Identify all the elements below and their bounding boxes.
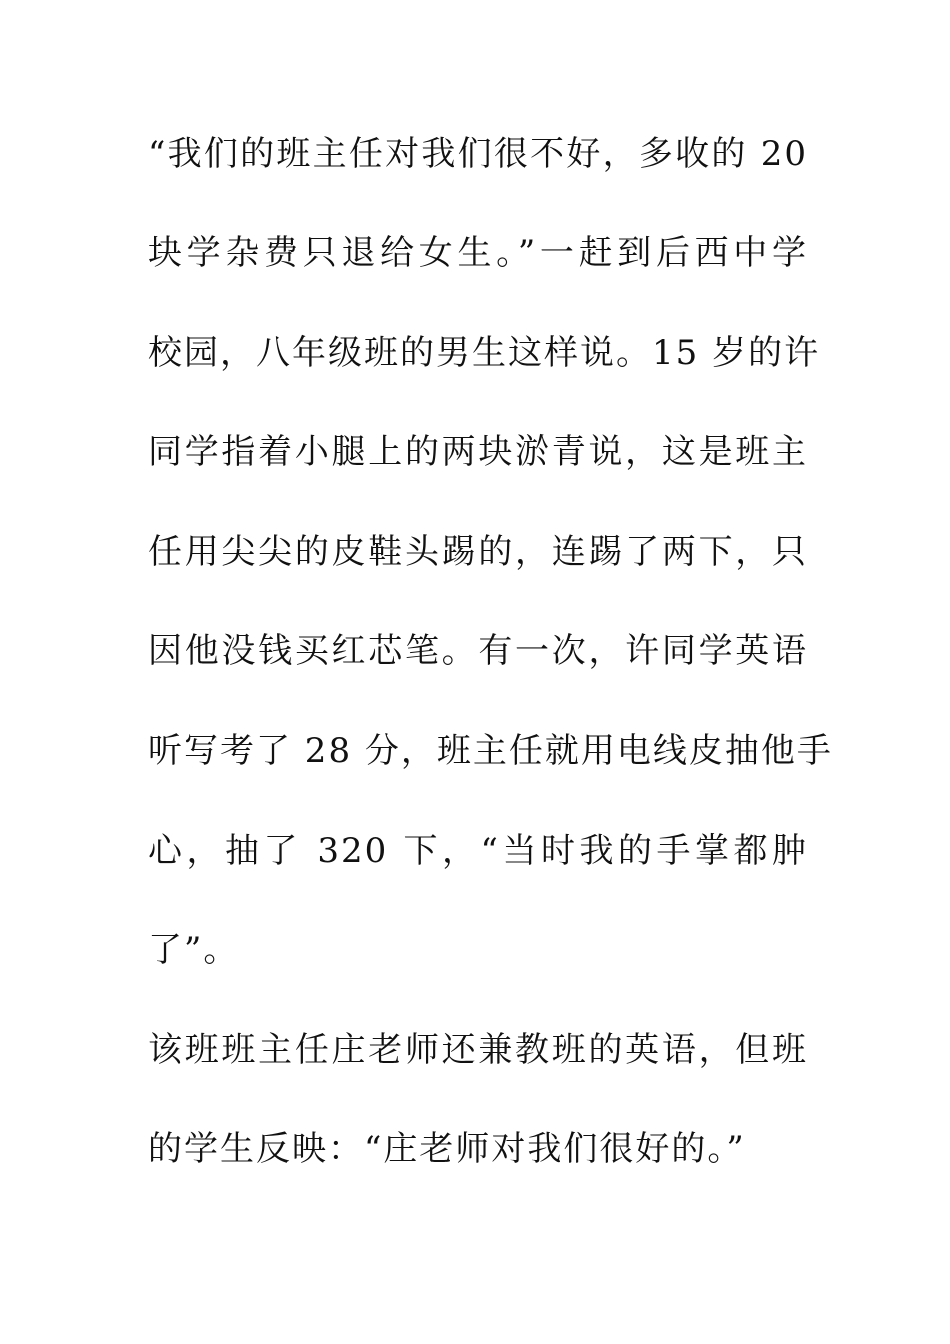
paragraph-2-line-2: 的学生反映：“庄老师对我们很好的。” [148,1129,746,1169]
paragraph-1-line-4: 同学指着小腿上的两块淤青说，这是班主 [148,432,808,472]
paragraph-1-line-8: 心，抽了 320 下，“当时我的手掌都肿 [148,831,808,871]
paragraph-1-line-1: “我们的班主任对我们很不好，多收的 20 [148,134,808,174]
paragraph-1-line-2: 块学杂费只退给女生。”一赶到后西中学 [148,233,808,273]
paragraph-1-line-6: 因他没钱买红芯笔。有一次，许同学英语 [148,631,808,671]
paragraph-1-line-9: 了”。 [148,930,240,970]
paragraph-1-line-5: 任用尖尖的皮鞋头踢的，连踢了两下，只 [148,532,808,572]
paragraph-2-line-1: 该班班主任庄老师还兼教班的英语，但班 [148,1030,808,1070]
paragraph-1-line-3: 校园，八年级班的男生这样说。15 岁的许 [148,333,821,373]
paragraph-1-line-7: 听写考了 28 分，班主任就用电线皮抽他手 [148,731,833,771]
